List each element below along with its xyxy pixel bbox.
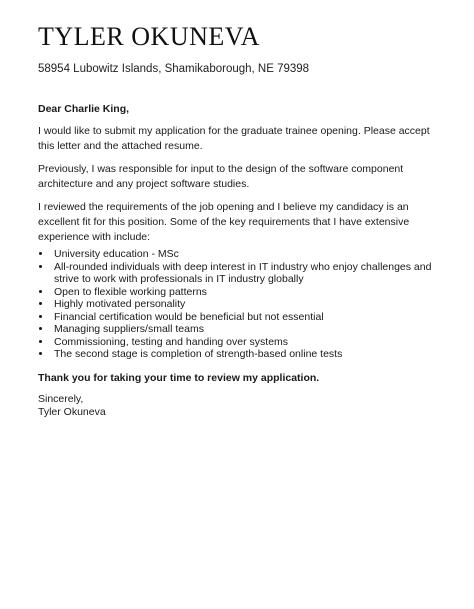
signoff-block (38, 393, 438, 420)
list-item: • Managing suppliers/small teams (52, 323, 438, 336)
list-item: • Highly motivated personality (52, 298, 438, 311)
signoff: Sincerely, (38, 392, 84, 405)
salutation: Dear Charlie King, (38, 103, 130, 115)
applicant-name: TYLER OKUNEVA (38, 22, 260, 51)
paragraph-intro: I would like to submit my application for the graduate trainee opening. Please accept this letter and the attached resume. (38, 125, 430, 152)
list-item: • University education - MSc (52, 248, 438, 261)
list-item: • All-rounded individuals with deep interest in IT industry who enjoy challenges and strive to work with professionals in IT industry globally (52, 261, 438, 286)
signature-name: Tyler Okuneva (38, 406, 106, 418)
paragraph-experience: Previously, I was responsible for input to the design of the software component architecture and any project software studies. (38, 163, 404, 190)
applicant-address: 58954 Lubowitz Islands, Shamikaborough, NE 79398 (38, 63, 310, 75)
requirements-list (38, 248, 438, 361)
list-item: • Commissioning, testing and handing over systems (52, 336, 438, 349)
list-item: • The second stage is completion of strength-based online tests (52, 348, 438, 361)
list-item: • Financial certification would be beneficial but not essential (52, 311, 438, 324)
closing-line: Thank you for taking your time to review my application. (38, 371, 320, 384)
paragraph-requirements: I reviewed the requirements of the job opening and I believe my candidacy is an excellent fit for this position. Some of the key requirements that I have extensive experience with include: (38, 201, 410, 243)
list-item: • Open to flexible working patterns (52, 286, 438, 299)
